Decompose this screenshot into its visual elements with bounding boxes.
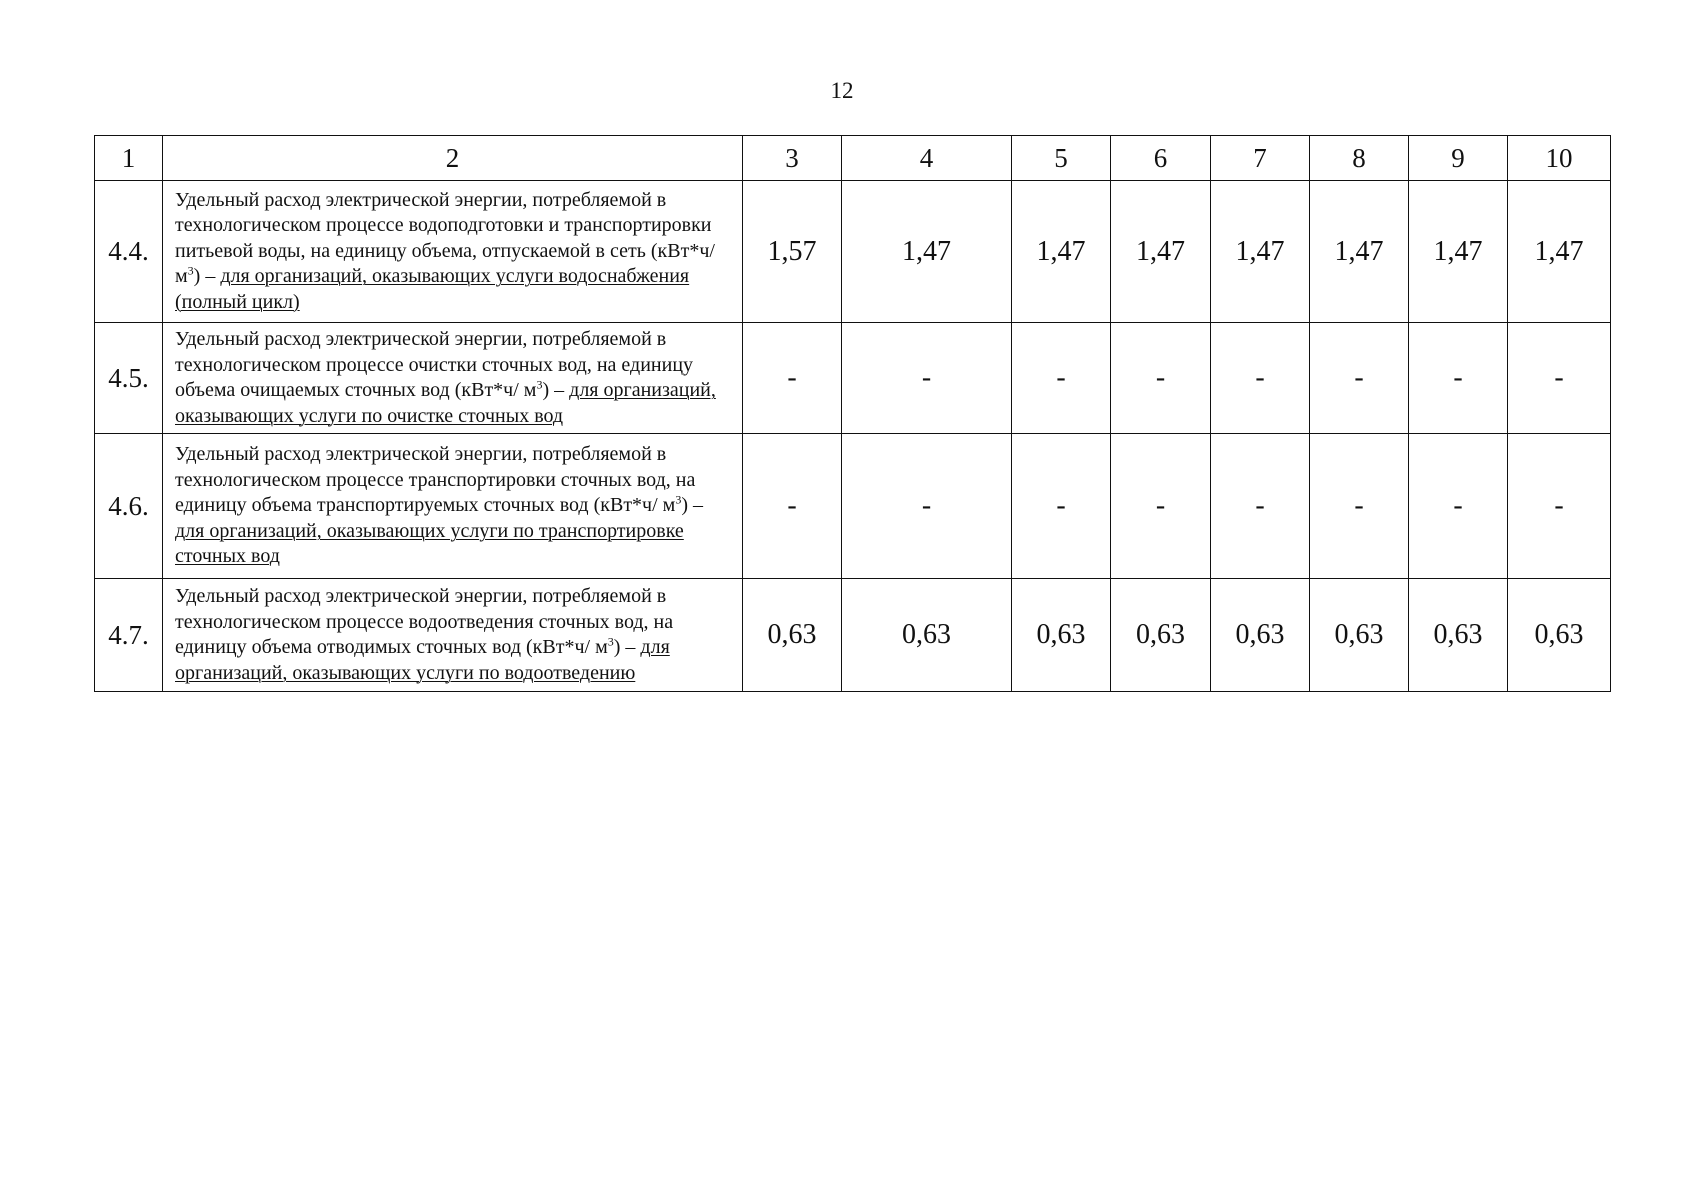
header-cell: 9 <box>1409 136 1508 181</box>
value-cell: 0,63 <box>1508 579 1611 692</box>
value-cell: - <box>1111 323 1211 434</box>
value-cell: 1,47 <box>1012 181 1111 323</box>
description-text: Удельный расход электрической энергии, потребляемой в технологическом процессе водоотведения сточных вод, на единицу объема отводимых сточных вод (кВт*ч/ м <box>175 585 674 658</box>
header-cell: 4 <box>842 136 1012 181</box>
header-cell: 5 <box>1012 136 1111 181</box>
superscript: 3 <box>536 377 543 392</box>
value-cell: 0,63 <box>1310 579 1409 692</box>
row-description <box>163 434 743 579</box>
value-cell: 0,63 <box>1012 579 1111 692</box>
header-cell: 7 <box>1211 136 1310 181</box>
header-cell: 10 <box>1508 136 1611 181</box>
value-cell: 1,47 <box>842 181 1012 323</box>
row-number: 4.6. <box>95 434 163 579</box>
row-description <box>163 323 743 434</box>
value-cell: - <box>842 323 1012 434</box>
description-text: Удельный расход электрической энергии, потребляемой в технологическом процессе водоподготовки и транспортировки питьевой воды, на единицу объема, отпускаемой в сеть (кВт*ч/м <box>175 188 715 288</box>
table-row <box>95 181 1611 323</box>
value-cell: - <box>1409 434 1508 579</box>
value-cell: - <box>1310 323 1409 434</box>
description-text: Удельный расход электрической энергии, потребляемой в технологическом процессе транспортировки сточных вод, на единицу объема транспортируемых сточных вод (кВт*ч/ м <box>175 443 696 517</box>
row-number: 4.7. <box>95 579 163 692</box>
header-cell: 6 <box>1111 136 1211 181</box>
header-cell: 3 <box>743 136 842 181</box>
table-row <box>95 434 1611 579</box>
header-cell: 1 <box>95 136 163 181</box>
superscript: 3 <box>187 263 194 278</box>
description-separator: ) – <box>542 379 570 401</box>
value-cell: 1,57 <box>743 181 842 323</box>
value-cell: - <box>1211 434 1310 579</box>
value-cell: 1,47 <box>1508 181 1611 323</box>
value-cell: - <box>1211 323 1310 434</box>
header-cell: 8 <box>1310 136 1409 181</box>
value-cell: - <box>1508 323 1611 434</box>
description-underlined-text: для организаций, оказывающих услуги водоснабжения (полный цикл) <box>175 265 690 313</box>
table-row <box>95 323 1611 434</box>
description-separator: ) – <box>193 265 221 288</box>
value-cell: - <box>1012 434 1111 579</box>
value-cell: 1,47 <box>1409 181 1508 323</box>
table-row <box>95 579 1611 692</box>
superscript: 3 <box>607 634 614 649</box>
value-cell: - <box>1310 434 1409 579</box>
description-text: Удельный расход электрической энергии, потребляемой в технологическом процессе очистки сточных вод, на единицу объема очищаемых сточных вод (кВт*ч/ м <box>175 328 694 401</box>
value-cell: - <box>842 434 1012 579</box>
value-cell: 0,63 <box>743 579 842 692</box>
indicators-table <box>94 135 1611 692</box>
value-cell: 0,63 <box>842 579 1012 692</box>
value-cell: 1,47 <box>1211 181 1310 323</box>
value-cell: 1,47 <box>1111 181 1211 323</box>
header-cell: 2 <box>163 136 743 181</box>
value-cell: - <box>1409 323 1508 434</box>
page-number: 12 <box>830 78 854 103</box>
description-underlined-text: для организаций, оказывающих услуги по транспортировке сточных вод <box>175 519 684 568</box>
description-separator: ) – <box>681 494 704 517</box>
value-cell: 0,63 <box>1111 579 1211 692</box>
value-cell: - <box>1111 434 1211 579</box>
description-underlined-text: для организаций, оказывающих услуги по очистке сточных вод <box>175 379 716 427</box>
row-number: 4.5. <box>95 323 163 434</box>
value-cell: 1,47 <box>1310 181 1409 323</box>
description-separator: ) – <box>613 636 641 658</box>
value-cell: 0,63 <box>1211 579 1310 692</box>
value-cell: - <box>743 323 842 434</box>
description-underlined-text: для организаций, оказывающих услуги по водоотведению <box>175 636 670 684</box>
value-cell: - <box>743 434 842 579</box>
value-cell: - <box>1508 434 1611 579</box>
row-description <box>163 579 743 692</box>
row-number: 4.4. <box>95 181 163 323</box>
value-cell: 0,63 <box>1409 579 1508 692</box>
value-cell: - <box>1012 323 1111 434</box>
superscript: 3 <box>675 492 682 507</box>
header-row <box>95 136 1611 181</box>
row-description <box>163 181 743 323</box>
